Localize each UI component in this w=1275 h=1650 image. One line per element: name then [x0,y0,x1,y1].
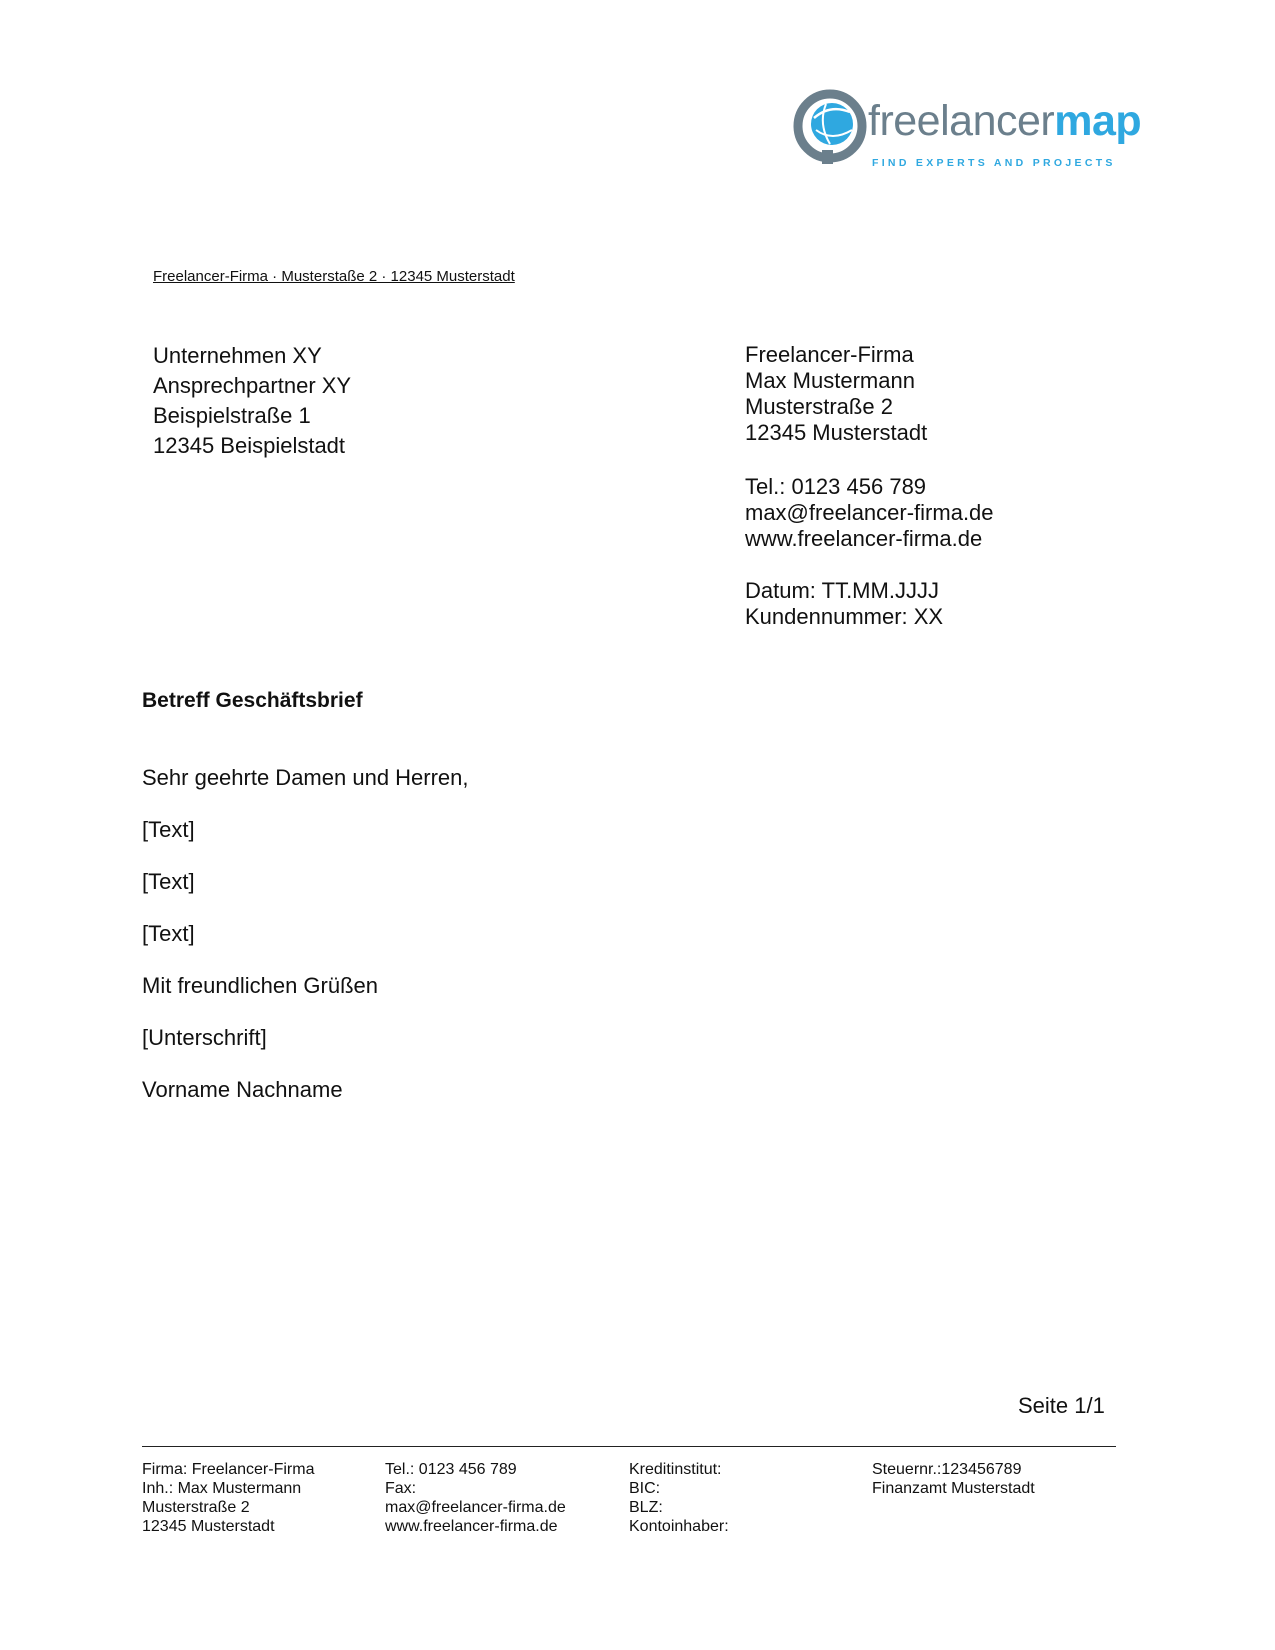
footer-column-company [142,1460,314,1536]
footer-line: BLZ: [629,1499,663,1516]
footer-line: Inh.: Max Mustermann [142,1480,302,1497]
freelancermap-logo [792,88,1172,178]
sender-city: 12345 Musterstadt [745,420,928,445]
footer-line: Firma: Freelancer-Firma [142,1461,315,1478]
letter-text-3: [Text] [142,921,195,946]
letter-subject: Betreff Geschäftsbrief [142,689,363,712]
recipient-contact: Ansprechpartner XY [153,373,352,398]
footer-line: Fax: [385,1480,417,1497]
letter-date: Datum: TT.MM.JJJJ [745,578,939,603]
recipient-city: 12345 Beispielstadt [153,433,346,458]
footer-line: 12345 Musterstadt [142,1518,275,1535]
footer-line: Tel.: 0123 456 789 [385,1461,517,1478]
footer-line: max@freelancer-firma.de [385,1499,566,1516]
footer-line: www.freelancer-firma.de [385,1518,558,1535]
footer-column-tax [872,1460,1035,1498]
logo-globe-icon [792,88,870,168]
customer-number: Kundennummer: XX [745,604,944,629]
sender-street: Musterstraße 2 [745,394,893,419]
footer-line: Steuernr.:123456789 [872,1461,1022,1478]
sender-name: Max Mustermann [745,368,915,393]
footer-divider [142,1446,1116,1447]
footer-column-contact [385,1460,566,1536]
letter-closing: Mit freundlichen Grüßen [142,973,378,998]
letter-meta [745,578,943,630]
recipient-address [153,341,351,461]
logo-word-freelancer: freelancer [868,97,1055,145]
recipient-street: Beispielstraße 1 [153,403,311,428]
sender-company: Freelancer-Firma [745,342,914,367]
letter-text-2: [Text] [142,869,195,894]
footer-line: Musterstraße 2 [142,1499,250,1516]
letter-signature: [Unterschrift] [142,1025,267,1050]
footer-line: Kreditinstitut: [629,1461,722,1478]
sender-return-line: Freelancer-Firma · Musterstaße 2 · 12345 Musterstadt [153,268,515,285]
footer-line: Finanzamt Musterstadt [872,1480,1035,1497]
sender-email: max@freelancer-firma.de [745,500,994,525]
logo-word-map: map [1054,97,1142,145]
letter-signer-name: Vorname Nachname [142,1077,343,1102]
footer-column-bank [629,1460,729,1536]
sender-contact [745,474,994,552]
sender-address [745,342,927,446]
footer-line: Kontoinhaber: [629,1518,729,1535]
recipient-company: Unternehmen XY [153,343,322,368]
logo-tagline: FIND EXPERTS AND PROJECTS [872,157,1116,169]
sender-web: www.freelancer-firma.de [745,526,983,551]
sender-phone: Tel.: 0123 456 789 [745,474,927,499]
footer-line: BIC: [629,1480,661,1497]
letter-salutation: Sehr geehrte Damen und Herren, [142,765,469,790]
letter-text-1: [Text] [142,817,195,842]
logo-wordmark [868,97,1142,145]
page-number: Seite 1/1 [1018,1393,1105,1418]
